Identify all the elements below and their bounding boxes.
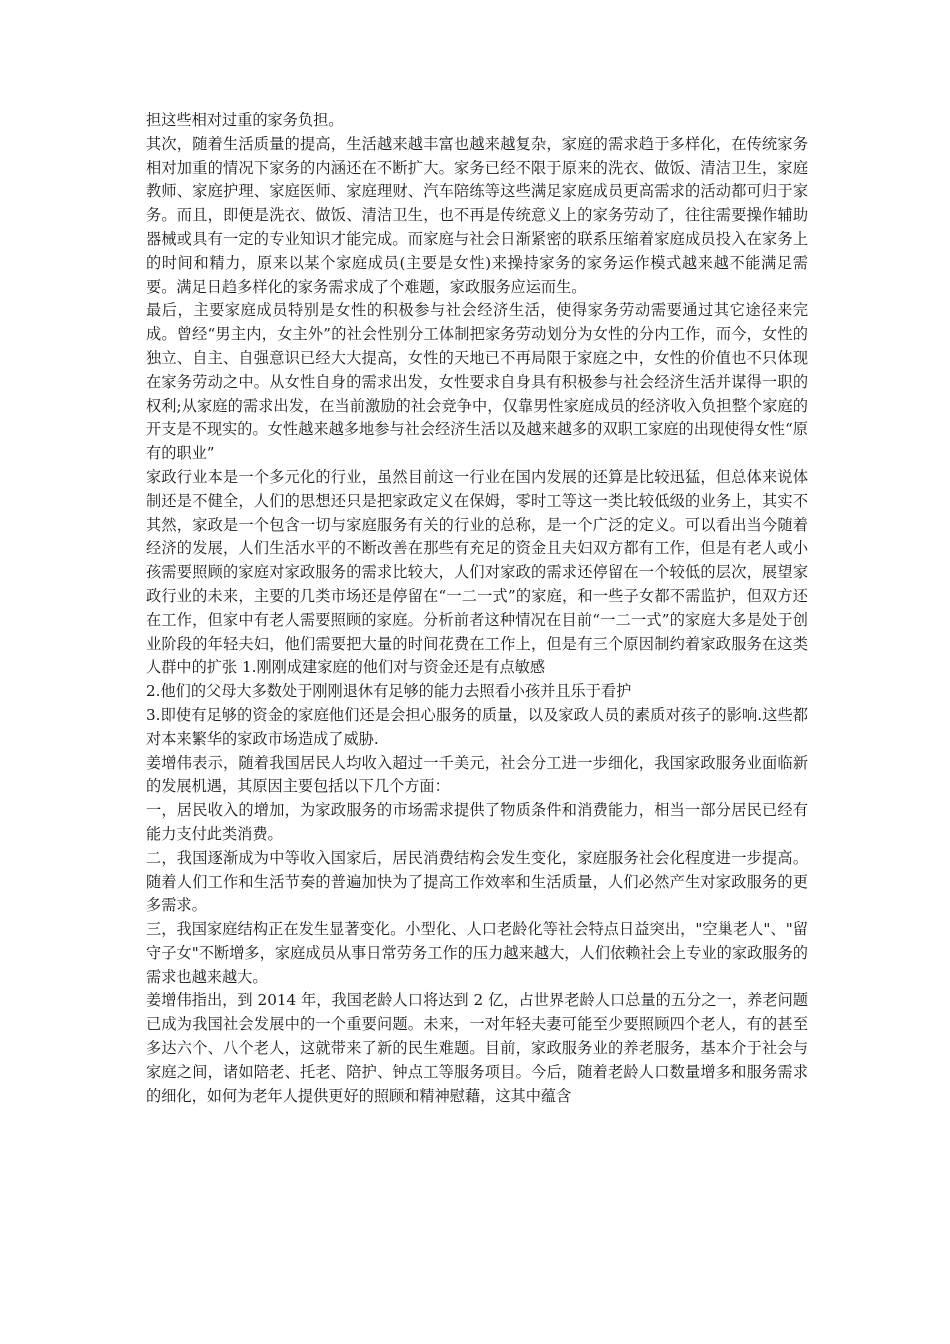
paragraph-continuation: 担这些相对过重的家务负担。 bbox=[146, 111, 344, 129]
paragraph-industry-overview: 家政行业本是一个多元化的行业，虽然目前这一行业在国内发展的还算是比较迅猛，但总体来说体制还是不健全，人们的思想还只是把家政定义在保姆，零时工等这一类比较低级的业务上，其实不其然，家政是一个包含一切与家庭服务有关的行业的总称，是一个广泛的定义。可以看出当今随着经济的发展，人们生活水平的不断改善在那些有充足的资金且夫妇双方都有工作，但是有老人或小孩需要照顾的家庭对家政服务的需求比较大，人们对家政的需求还停留在一个较低的层次，展望家政行业的未来，主要的几类市场还是停留在“一二一式”的家庭，和一些子女都不需监护，但双方还在工作，但家中有老人需要照顾的家庭。分析前者这种情况在目前“一二一式”的家庭大多是处于创业阶段的年轻夫妇，他们需要把大量的时间花费在工作上，但是有三个原因制约着家政服务在这类人群中的扩张 1.刚刚成建家庭的他们对与资金还是有点敏感 bbox=[146, 467, 808, 677]
paragraph-aging-population: 姜增伟指出，到 2014 年，我国老龄人口将达到 2 亿，占世界老龄人口总量的五分之一，养老问题已成为我国社会发展中的一个重要问题。未来，一对年轻夫妻可能至少要照顾四个老人，有的甚至多达六个、八个老人，这就带来了新的民生难题。目前，家政服务业的养老服务，基本介于社会与家庭之间，诸如陪老、托老、陪护、钟点工等服务项目。今后，随着老龄人口数量增多和服务需求的细化，如何为老年人提供更好的照顾和精神慰藉，这其中蕴含 bbox=[146, 991, 808, 1105]
document-body bbox=[146, 109, 808, 1108]
paragraph-secondly: 其次，随着生活质量的提高，生活越来越丰富也越来越复杂，家庭的需求趋于多样化，在传统家务相对加重的情况下家务的内涵还在不断扩大。家务已经不限于原来的洗衣、做饭、清洁卫生，家庭教师、家庭护理、家庭医师、家庭理财、汽车陪练等这些满足家庭成员更高需求的活动都可归于家务。而且，即便是洗衣、做饭、清洁卫生，也不再是传统意义上的家务劳动了，往往需要操作辅助器械或具有一定的专业知识才能完成。而家庭与社会日渐紧密的联系压缩着家庭成员投入在家务上的时间和精力，原来以某个家庭成员(主要是女性)来操持家务的家务运作模式越来越不能满足需要。满足日趋多样化的家务需求成了个难题，家政服务应运而生。 bbox=[146, 134, 808, 296]
paragraph-point-1: 一，居民收入的增加，为家政服务的市场需求提供了物质条件和消费能力，相当一部分居民已经有能力支付此类消费。 bbox=[146, 801, 808, 843]
paragraph-finally: 最后，主要家庭成员特别是女性的积极参与社会经济生活，使得家务劳动需要通过其它途径来完成。曾经“男主内，女主外”的社会性别分工体制把家务劳动划分为女性的分内工作，而今，女性的独立、自主、自强意识已经大大提高，女性的天地已不再局限于家庭之中，女性的价值也不只体现在家务劳动之中。从女性自身的需求出发，女性要求自身具有积极参与社会经济生活并谋得一职的权利;从家庭的需求出发，在当前激励的社会竞争中，仅靠男性家庭成员的经济收入负担整个家庭的开支是不现实的。女性越来越多地参与社会经济生活以及越来越多的双职工家庭的出现使得女性“原有的职业” bbox=[146, 301, 808, 463]
paragraph-reason-3: 3.即使有足够的资金的家庭他们还是会担心服务的质量，以及家政人员的素质对孩子的影响.这些都对本来繁华的家政市场造成了威胁. bbox=[146, 705, 808, 748]
paragraph-jiang-statement: 姜增伟表示，随着我国居民人均收入超过一千美元，社会分工进一步细化，我国家政服务业面临新的发展机遇，其原因主要包括以下几个方面： bbox=[146, 753, 808, 796]
paragraph-reason-2: 2.他们的父母大多数处于刚刚退休有足够的能力去照看小孩并且乐于看护 bbox=[146, 682, 632, 701]
paragraph-point-3: 三，我国家庭结构正在发生显著变化。小型化、人口老龄化等社会特点日益突出，"空巢老人"、"留守子女"不断增多，家庭成员从事日常劳务工作的压力越来越大，人们依赖社会上专业的家政服务的需求也越来越大。 bbox=[146, 920, 808, 986]
paragraph-point-2: 二，我国逐渐成为中等收入国家后，居民消费结构会发生变化，家庭服务社会化程度进一步提高。随着人们工作和生活节奏的普遍加快为了提高工作效率和生活质量，人们必然产生对家政服务的更多需求。 bbox=[146, 848, 808, 915]
